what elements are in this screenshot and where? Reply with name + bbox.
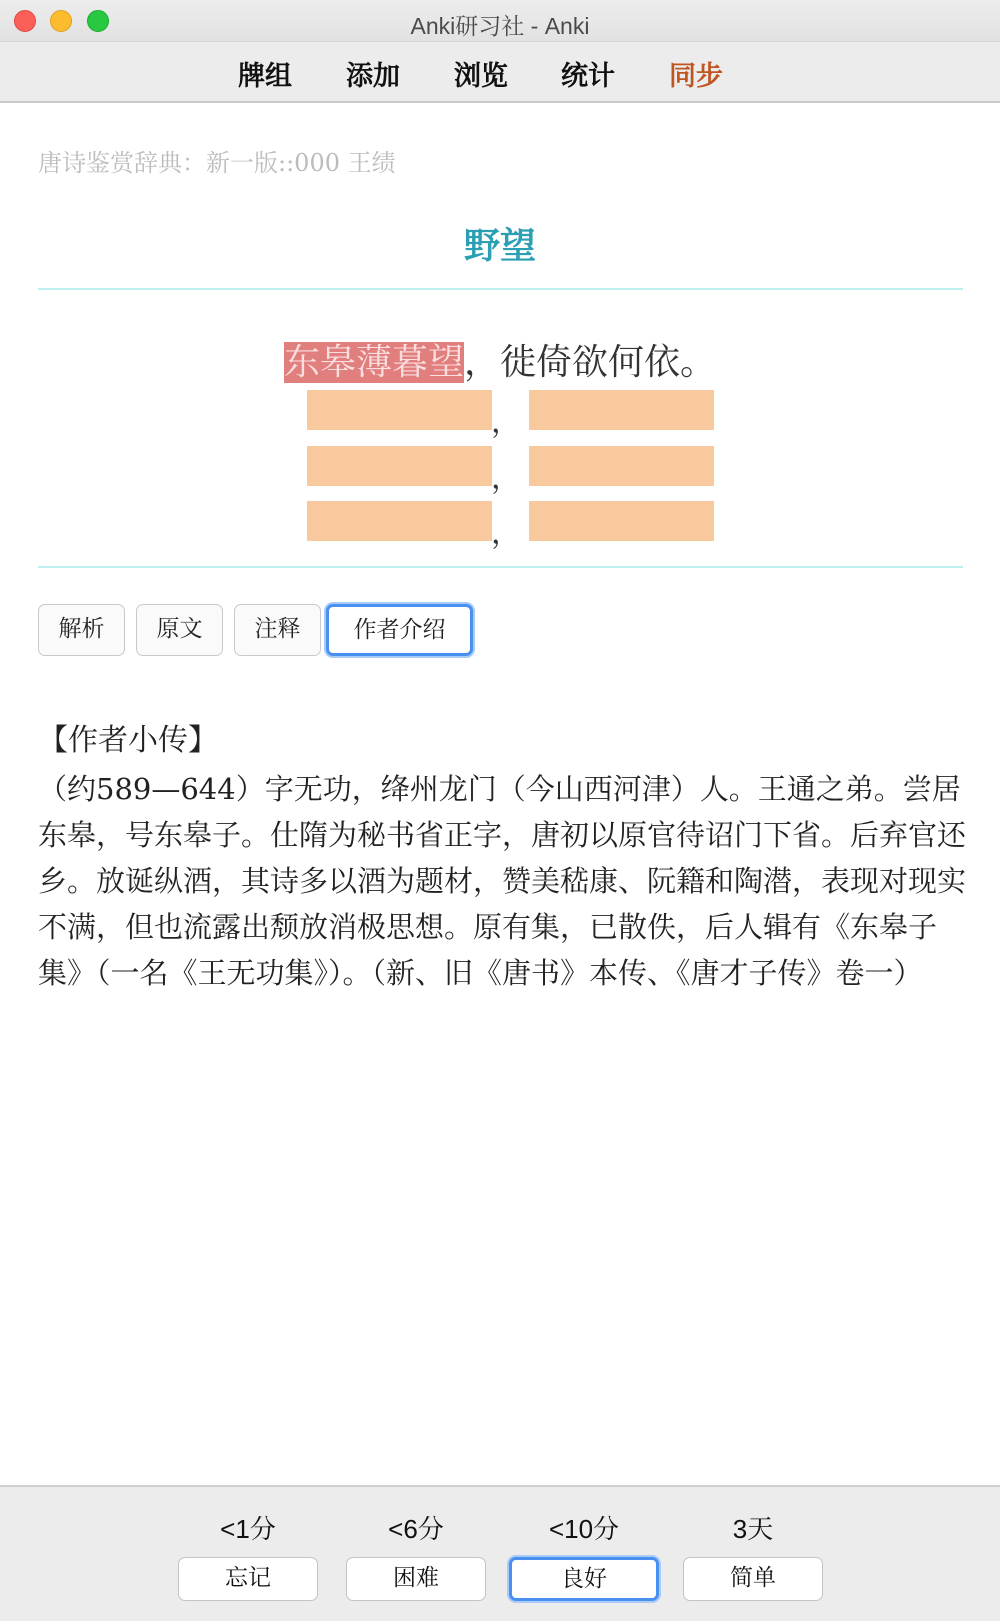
author-bio: （约589—644）字无功，绛州龙门（今山西河津）人。王通之弟。尝居东皋，号东皋子。仕隋为秘书省正字，唐初以原官待诏门下省。后弃官还乡。放诞纵酒，其诗多以酒为题材，赞美嵇康、阮籍和陶潜，表现对现实不满，但也流露出颓放消极思想。原有集，已散佚，后人辑有《东皋子集》（一名《王无功集》）。（新、旧《唐书》本传、《唐才子传》卷一）	[38, 772, 967, 990]
poem-title: 野望	[463, 225, 536, 267]
divider-top	[38, 288, 963, 290]
toolbar-stats-link[interactable]: 统计	[561, 61, 615, 92]
verse-rest: ，徙倚欲何依。	[464, 342, 717, 383]
verse-comma: ，	[491, 461, 521, 496]
cloze-blank[interactable]	[307, 446, 492, 486]
title-bar	[0, 0, 1000, 42]
tab-author-intro[interactable]: 作者介绍	[326, 604, 473, 656]
tab-analysis[interactable]: 解析	[38, 604, 125, 656]
answer-bar	[0, 1485, 1000, 1621]
deck-path: 唐诗鉴赏辞典：新一版::000 王绩	[38, 149, 396, 177]
author-heading: 【作者小传】	[38, 723, 218, 758]
highlighted-verse: 东皋薄暮望	[283, 342, 464, 383]
hard-button[interactable]: 困难	[346, 1557, 486, 1601]
interval-hard: <6分	[388, 1514, 444, 1544]
interval-easy: 3天	[732, 1514, 774, 1544]
interval-good: <10分	[548, 1514, 620, 1544]
again-button[interactable]: 忘记	[178, 1557, 318, 1601]
cloze-blank[interactable]	[529, 390, 714, 430]
verse-comma: ，	[491, 405, 521, 440]
window-title: Anki研习社 - Anki	[410, 13, 590, 39]
easy-button[interactable]: 简单	[683, 1557, 823, 1601]
toolbar-browse-link[interactable]: 浏览	[454, 61, 508, 92]
tab-original-text[interactable]: 原文	[136, 604, 223, 656]
verse-comma: ，	[491, 516, 521, 551]
cloze-blank[interactable]	[529, 446, 714, 486]
interval-again: <1分	[220, 1514, 276, 1544]
cloze-blank[interactable]	[529, 501, 714, 541]
tab-annotations[interactable]: 注释	[234, 604, 321, 656]
cloze-blank[interactable]	[307, 501, 492, 541]
toolbar-decks-link[interactable]: 牌组	[238, 61, 292, 92]
poem-first-line	[0, 334, 1000, 385]
cloze-blank[interactable]	[307, 390, 492, 430]
toolbar-sync-link[interactable]: 同步	[669, 61, 723, 92]
toolbar-add-link[interactable]: 添加	[346, 61, 400, 92]
main-toolbar	[0, 42, 1000, 103]
divider-bottom	[38, 566, 963, 568]
good-button[interactable]: 良好	[509, 1557, 659, 1601]
